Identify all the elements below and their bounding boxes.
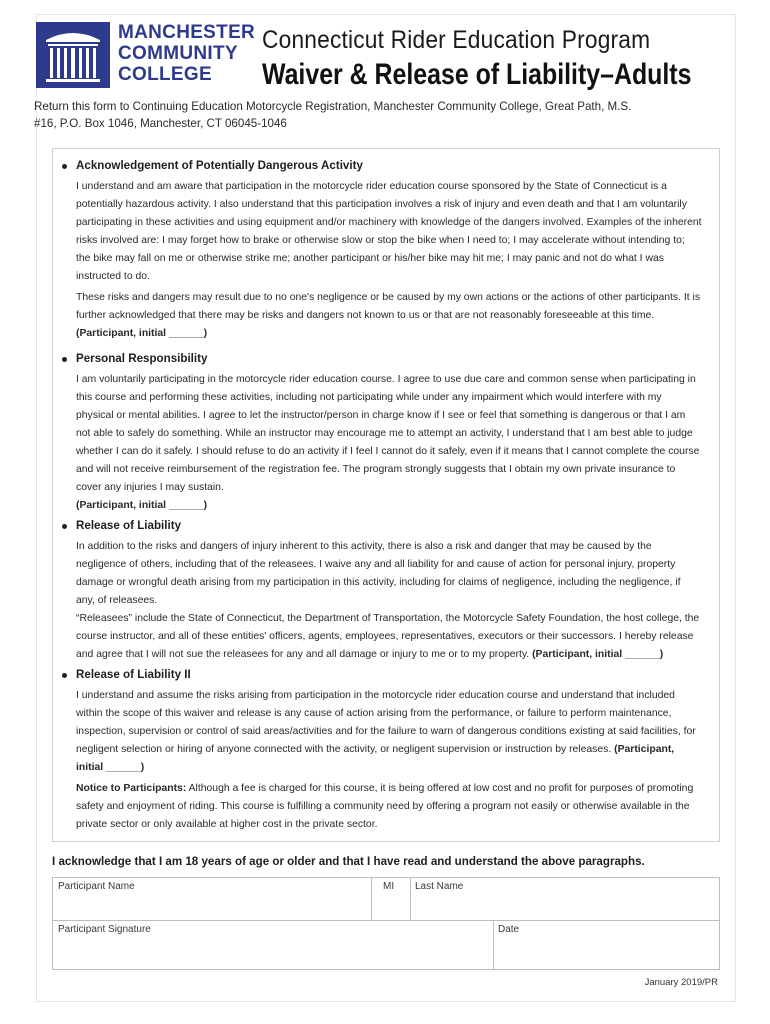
title-block (262, 26, 732, 92)
section-body (76, 687, 702, 834)
paragraph-text: “Releasees” include the State of Connecticut, the Department of Transportation, the Motorcycle Safety Foundation, the host college, the course instructor, and all of these entities' officers, agents, employees, representatives, executors or their successors. I hereby release and agree that I will not sue the releasees for any and all damage or injury to me or to my property. (76, 613, 700, 660)
mi-field[interactable] (371, 878, 410, 920)
section-paragraph: In addition to the risks and dangers of injury inherent to this activity, there is also a risk and danger that may be caused by the negligence of others, including that of the releasees. I waive any and all liability for and cause of action for personal injury, property damage or wrongful death arising from my participation in this activity, including for claims of negligence, including the negligence, if any, of releasees. (76, 541, 681, 606)
section-personal-responsibility (62, 350, 702, 515)
paragraph-text: I am voluntarily participating in the motorcycle rider education course. I agree to use due care and common sense when participating in this course and performing these activities, including not participating while under any impairment which would interfere with my physical or mental abilities. I agree to let the instructor/person in charge know if I see or feel that something is dangerous or that I am not able to safely do something. While an instructor may encourage me to attempt an activity, I understand that I am best able to judge whether I can do it safely. I should refuse to do an activity if I feel I cannot do it safely, even if it means that I cannot complete the course and will not receive reimbursement of the registration fee. The program strongly suggests that I obtain my own private insurance to cover any injuries I may sustain. (76, 374, 700, 493)
building-icon (36, 22, 110, 88)
bullet-icon (62, 673, 67, 678)
section-release-of-liability-ii (62, 666, 702, 834)
participant-signature-field[interactable] (53, 921, 493, 970)
bullet-icon (62, 357, 67, 362)
paragraph-text: These risks and dangers may result due to no one's negligence or be caused by my own actions or the actions of other participants. It is further acknowledged that there may be risks and dangers not known to us or that are not reasonably foreseeable at this time. (76, 292, 701, 321)
section-heading-text: Release of Liability (76, 519, 182, 532)
logo-line-3: COLLEGE (118, 64, 212, 85)
age-acknowledgement: I acknowledge that I am 18 years of age or older and that I have read and understand the above paragraphs. (52, 855, 645, 868)
section-body (76, 178, 702, 343)
last-name-field[interactable] (410, 878, 719, 920)
section-heading (62, 350, 702, 368)
section-body (76, 371, 702, 515)
notice-label: Notice to Participants: (76, 783, 187, 794)
section-heading-text: Acknowledgement of Potentially Dangerous Activity (76, 159, 363, 172)
logo-wordmark (118, 22, 255, 85)
logo-line-2: COMMUNITY (118, 43, 238, 64)
paragraph-text: I understand and assume the risks arising from participation in the motorcycle rider education course and understand that included within the scope of this waiver and release is any cause of action arising from the performance, or failure to perform maintenance, inspection, supervision or control of said areas/activities and for the failure to warn of dangerous conditions existing at said facilities, for negligent selection or hiring of anyone connected with the activity, or negligent supervision or instruction by releases. (76, 690, 696, 755)
return-instructions: Return this form to Continuing Education Motorcycle Registration, Manchester Community College, Great Path, M.S. #16, P.O. Box 1046, Manchester, CT 06045-1046 (34, 100, 632, 130)
form-title: Waiver & Release of Liability–Adults (262, 58, 692, 91)
section-body (76, 538, 702, 664)
initial-line: (Participant, initial ______) (76, 328, 208, 339)
logo-line-1: MANCHESTER (118, 22, 256, 43)
bullet-icon (62, 524, 67, 529)
field-label: MI (383, 881, 395, 892)
field-label: Participant Name (58, 881, 135, 892)
section-acknowledgement (62, 157, 702, 343)
notice-paragraph (76, 780, 702, 834)
section-release-of-liability (62, 517, 702, 664)
section-paragraph (76, 687, 702, 777)
date-field[interactable] (493, 921, 719, 970)
initial-line: (Participant, initial ______) (532, 649, 664, 660)
field-label: Last Name (415, 881, 464, 892)
section-heading-text: Release of Liability II (76, 668, 191, 681)
field-label: Participant Signature (58, 924, 151, 935)
field-label: Date (498, 924, 520, 935)
notice-text: Although a fee is charged for this course, it is being offered at low cost and no profit for purposes of promoting safety and enjoyment of riding. This course is fulfilling a community need by offering a program not easily or otherwise available in the private sector or only available at higher cost in the private sector. (76, 783, 694, 830)
form-revision-date: January 2019/PR (644, 977, 718, 988)
section-paragraph: I understand and am aware that participation in the motorcycle rider education course sponsored by the State of Connecticut is a potentially hazardous activity. I also understand that this participation involves a risk of injury and even death and that I am voluntarily participating in these activities and using equipment and/or machinery with knowledge of the dangers involved. Examples of the inherent risks involved are: I may forget how to brake or otherwise slow or stop the bike when I need to; I may accelerate without intending to; the bike may fall on me or otherwise strike me; another participant or his/her bike may hit me; I may panic and not do what I was instructed to do. (76, 181, 702, 282)
section-paragraph (76, 289, 702, 343)
section-heading (62, 157, 702, 175)
section-paragraph (76, 610, 702, 664)
participant-info-table (52, 877, 720, 970)
program-title: Connecticut Rider Education Program (262, 26, 651, 54)
section-heading (62, 666, 702, 684)
initial-line: (Participant, initial ______) (76, 500, 208, 511)
initial-line: (Participant, initial ______) (76, 744, 675, 773)
college-logo (36, 22, 256, 90)
section-heading-text: Personal Responsibility (76, 352, 208, 365)
bullet-icon (62, 164, 67, 169)
section-paragraph (76, 371, 702, 515)
section-heading (62, 517, 702, 535)
participant-name-field[interactable] (53, 878, 371, 920)
